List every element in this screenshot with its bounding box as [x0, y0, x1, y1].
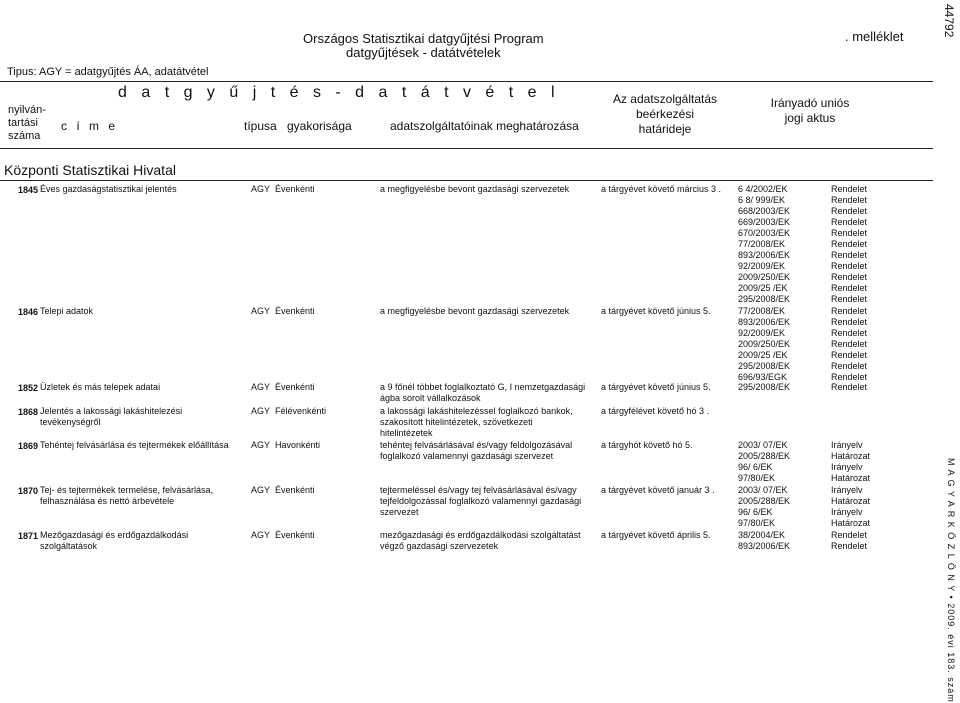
row-legal-act: 669/2003/EK	[738, 217, 791, 227]
row-type: AGY	[251, 406, 271, 416]
row-legal-act: 6 8/ 999/EK	[738, 195, 786, 205]
row-type: AGY	[251, 184, 271, 194]
row-providers: ágba sorolt vállalkozások	[380, 393, 481, 403]
row-type: AGY	[251, 485, 271, 495]
row-frequency: Félévenkénti	[275, 406, 327, 416]
annex-label: . melléklet	[845, 29, 904, 44]
row-act-type: Rendelet	[831, 350, 868, 360]
row-legal-act: 96/ 6/EK	[738, 462, 773, 472]
row-legal-act: 696/93/EGK	[738, 372, 788, 382]
row-act-type: Rendelet	[831, 361, 868, 371]
row-legal-act: 92/2009/EK	[738, 261, 786, 271]
col-cime: c í m e	[61, 119, 119, 133]
row-act-type: Rendelet	[831, 541, 868, 551]
row-legal-act: 893/2006/EK	[738, 541, 791, 551]
row-act-type: Irányelv	[831, 440, 863, 450]
row-number: 1869	[18, 441, 39, 451]
row-providers: foglalkozó valamennyi gazdasági szervezet	[380, 451, 554, 461]
doc-title-line2: datgyűjtések - datátvételek	[346, 45, 501, 60]
row-legal-act: 97/80/EK	[738, 518, 776, 528]
row-number: 1845	[18, 185, 39, 195]
row-act-type: Irányelv	[831, 462, 863, 472]
row-act-type: Rendelet	[831, 283, 868, 293]
row-title: Jelentés a lakossági lakáshitelezési	[40, 406, 183, 416]
row-legal-act: 92/2009/EK	[738, 328, 786, 338]
row-title: tevékenységről	[40, 417, 101, 427]
row-legal-act: 295/2008/EK	[738, 294, 791, 304]
section-heading: Központi Statisztikai Hivatal	[4, 162, 176, 178]
row-providers: a megfigyelésbe bevont gazdasági szervezetek	[380, 306, 570, 316]
row-legal-act: 668/2003/EK	[738, 206, 791, 216]
row-type: AGY	[251, 306, 271, 316]
row-title: Éves gazdaságstatisztikai jelentés	[40, 184, 177, 194]
row-act-type: Rendelet	[831, 217, 868, 227]
row-legal-act: 670/2003/EK	[738, 228, 791, 238]
row-deadline: a tárgyfélévet követő hó 3 .	[601, 406, 710, 416]
type-legend: Tipus: AGY = adatgyűjtés ÁA, adatátvétel	[7, 66, 209, 78]
row-providers: végző gazdasági szervezetek	[380, 541, 499, 551]
page-number: 44792	[942, 4, 956, 38]
row-act-type: Határozat	[831, 473, 871, 483]
row-providers: hitelintézetek	[380, 428, 433, 438]
row-act-type: Rendelet	[831, 228, 868, 238]
row-legal-act: 893/2006/EK	[738, 317, 791, 327]
row-legal-act: 77/2008/EK	[738, 239, 786, 249]
row-legal-act: 97/80/EK	[738, 473, 776, 483]
row-frequency: Évenkénti	[275, 306, 315, 316]
row-act-type: Rendelet	[831, 250, 868, 260]
row-providers: szakosított hitelintézetek, szövetkezeti	[380, 417, 533, 427]
row-type: AGY	[251, 440, 271, 450]
row-legal-act: 295/2008/EK	[738, 382, 791, 392]
row-number: 1846	[18, 307, 39, 317]
row-number: 1871	[18, 531, 39, 541]
row-title: Üzletek és más telepek adatai	[40, 382, 161, 392]
row-act-type: Rendelet	[831, 530, 868, 540]
row-deadline: a tárgyévet követő április 5.	[601, 530, 711, 540]
row-act-type: Rendelet	[831, 339, 868, 349]
row-act-type: Rendelet	[831, 206, 868, 216]
row-act-type: Határozat	[831, 451, 871, 461]
row-legal-act: 77/2008/EK	[738, 306, 786, 316]
row-legal-act: 6 4/2002/EK	[738, 184, 788, 194]
row-title: felhasználása és nettó árbevétele	[40, 496, 175, 506]
col-iranyado: Irányadó uniós jogi aktus	[770, 96, 850, 125]
row-number: 1852	[18, 383, 39, 393]
row-legal-act: 2003/ 07/EK	[738, 485, 788, 495]
row-title: Tehéntej felvásárlása és tejtermékek előállítása	[40, 440, 229, 450]
row-legal-act: 2009/250/EK	[738, 272, 791, 282]
row-frequency: Évenkénti	[275, 485, 315, 495]
banner-heading: d a t g y ű j t é s - d a t á t v é t e l	[118, 84, 560, 101]
row-act-type: Rendelet	[831, 195, 868, 205]
row-title: Tej- és tejtermékek termelése, felvásárlása,	[40, 485, 214, 495]
row-providers: a lakossági lakáshitelezéssel foglalkozó bankok,	[380, 406, 573, 416]
col-gyakorisaga: gyakorisága	[287, 119, 352, 133]
row-legal-act: 2009/250/EK	[738, 339, 791, 349]
row-deadline: a tárgyhót követő hó 5.	[601, 440, 693, 450]
row-providers: a 9 főnél többet foglalkoztató G, I nemzetgazdasági	[380, 382, 586, 392]
col-hatarido: Az adatszolgáltatás beérkezési határideje	[612, 92, 718, 136]
row-act-type: Rendelet	[831, 294, 868, 304]
row-frequency: Évenkénti	[275, 530, 315, 540]
col-adatszolgaltatok: adatszolgáltatóinak meghatározása	[390, 119, 579, 133]
row-act-type: Határozat	[831, 496, 871, 506]
row-frequency: Évenkénti	[275, 382, 315, 392]
row-type: AGY	[251, 382, 271, 392]
row-legal-act: 295/2008/EK	[738, 361, 791, 371]
col-tipusa: típusa	[244, 119, 277, 133]
row-act-type: Irányelv	[831, 507, 863, 517]
row-act-type: Rendelet	[831, 317, 868, 327]
row-legal-act: 2009/25 /EK	[738, 283, 788, 293]
col-nyilvantartasi: nyilván- tartási száma	[8, 104, 46, 142]
row-title: Telepi adatok	[40, 306, 94, 316]
row-legal-act: 2009/25 /EK	[738, 350, 788, 360]
row-title: Mezőgazdasági és erdőgazdálkodási	[40, 530, 189, 540]
row-deadline: a tárgyévet követő március 3 .	[601, 184, 722, 194]
row-legal-act: 96/ 6/EK	[738, 507, 773, 517]
row-legal-act: 893/2006/EK	[738, 250, 791, 260]
row-providers: tejtermeléssel és/vagy tej felvásárlásával és/vagy	[380, 485, 577, 495]
row-act-type: Rendelet	[831, 382, 868, 392]
row-title: szolgáltatások	[40, 541, 98, 551]
row-deadline: a tárgyévet követő január 3 .	[601, 485, 715, 495]
row-providers: tehéntej felvásárlásával és/vagy feldolgozásával	[380, 440, 573, 450]
row-act-type: Irányelv	[831, 485, 863, 495]
side-journal-text: M A G Y A R K Ö Z L Ö N Y • 2009. évi 183. szám	[946, 458, 956, 703]
row-act-type: Rendelet	[831, 184, 868, 194]
doc-title-line1: Országos Statisztikai datgyűjtési Program	[303, 31, 544, 46]
row-frequency: Havonkénti	[275, 440, 321, 450]
row-legal-act: 2005/288/EK	[738, 451, 791, 461]
row-number: 1868	[18, 407, 39, 417]
row-type: AGY	[251, 530, 271, 540]
row-act-type: Rendelet	[831, 272, 868, 282]
row-providers: tejfeldolgozással foglalkozó valamennyi gazdasági	[380, 496, 582, 506]
row-legal-act: 38/2004/EK	[738, 530, 786, 540]
row-act-type: Rendelet	[831, 306, 868, 316]
row-legal-act: 2005/288/EK	[738, 496, 791, 506]
row-act-type: Rendelet	[831, 328, 868, 338]
row-deadline: a tárgyévet követő június 5.	[601, 306, 711, 316]
row-act-type: Rendelet	[831, 239, 868, 249]
row-legal-act: 2003/ 07/EK	[738, 440, 788, 450]
row-number: 1870	[18, 486, 39, 496]
row-frequency: Évenkénti	[275, 184, 315, 194]
row-act-type: Rendelet	[831, 372, 868, 382]
row-deadline: a tárgyévet követő június 5.	[601, 382, 711, 392]
row-providers: a megfigyelésbe bevont gazdasági szervezetek	[380, 184, 570, 194]
row-act-type: Határozat	[831, 518, 871, 528]
row-providers: szervezet	[380, 507, 419, 517]
row-act-type: Rendelet	[831, 261, 868, 271]
row-providers: mezőgazdasági és erdőgazdálkodási szolgáltatást	[380, 530, 581, 540]
